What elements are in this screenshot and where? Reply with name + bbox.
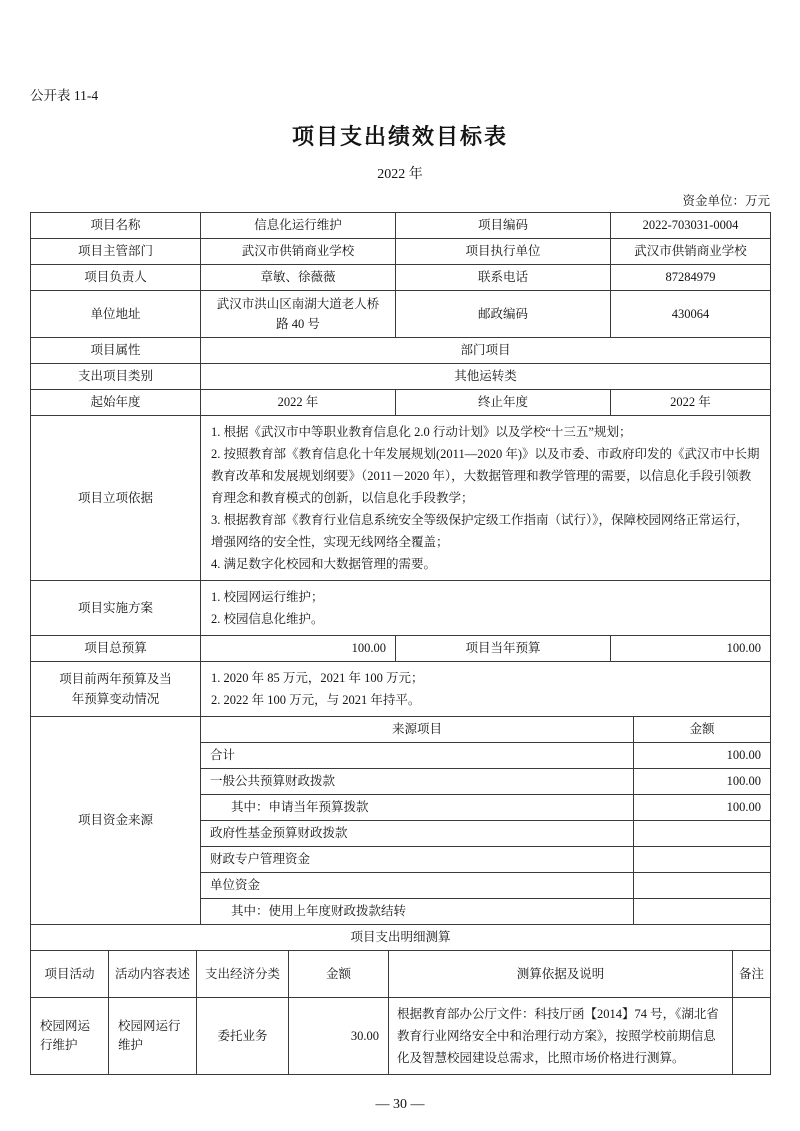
postcode-value: 430064 — [611, 291, 771, 338]
basis-item: 4. 满足数字化校园和大数据管理的需要。 — [211, 557, 437, 571]
address-value — [201, 291, 396, 338]
end-year-label: 终止年度 — [396, 390, 611, 416]
funding-amount — [634, 821, 771, 847]
detail-table — [30, 924, 771, 1075]
table-row — [31, 390, 771, 416]
detail-header-content: 活动内容表述 — [109, 951, 197, 998]
exec-unit-value: 武汉市供销商业学校 — [611, 239, 771, 265]
funding-table — [30, 716, 771, 925]
basis-label: 项目立项依据 — [31, 416, 201, 581]
funding-source: 单位资金 — [201, 873, 634, 899]
table-row — [31, 416, 771, 581]
detail-header-econ-class: 支出经济分类 — [197, 951, 289, 998]
plan-item: 2. 校园信息化维护。 — [211, 612, 324, 626]
project-info-table — [30, 212, 771, 717]
plan-label: 项目实施方案 — [31, 581, 201, 636]
start-year-label: 起始年度 — [31, 390, 201, 416]
table-row — [31, 998, 771, 1075]
funding-amount — [634, 899, 771, 925]
page-number: — 30 — — [375, 1097, 425, 1112]
total-budget-value: 100.00 — [201, 636, 396, 662]
detail-header-explanation: 测算依据及说明 — [389, 951, 733, 998]
table-row — [31, 581, 771, 636]
doc-year: 2022 年 — [377, 167, 423, 182]
basis-item: 3. 根据教育部《教育行业信息系统安全等级保护定级工作指南（试行）》，保障校园网络正常运行，增强网络的安全性，实现无线网络全覆盖； — [211, 513, 749, 549]
project-name-label: 项目名称 — [31, 213, 201, 239]
detail-activity: 校园网运行维护 — [31, 998, 109, 1075]
table-row — [31, 662, 771, 717]
project-name-value: 信息化运行维护 — [201, 213, 396, 239]
table-row — [31, 239, 771, 265]
funding-col-source: 来源项目 — [201, 717, 634, 743]
attribute-value: 部门项目 — [201, 338, 771, 364]
funding-amount: 100.00 — [634, 743, 771, 769]
basis-item: 1. 根据《武汉市中等职业教育信息化 2.0 行动计划》以及学校“十三五”规划； — [211, 425, 632, 439]
funding-source: 合计 — [201, 743, 634, 769]
attribute-label: 项目属性 — [31, 338, 201, 364]
exec-unit-label: 项目执行单位 — [396, 239, 611, 265]
detail-header-activity: 项目活动 — [31, 951, 109, 998]
detail-amount: 30.00 — [289, 998, 389, 1075]
funding-amount: 100.00 — [634, 769, 771, 795]
project-code-value: 2022-703031-0004 — [611, 213, 771, 239]
project-code-label: 项目编码 — [396, 213, 611, 239]
table-row — [31, 717, 771, 743]
leader-label: 项目负责人 — [31, 265, 201, 291]
dept-value: 武汉市供销商业学校 — [201, 239, 396, 265]
plan-content — [201, 581, 771, 636]
postcode-label: 邮政编码 — [396, 291, 611, 338]
current-budget-value: 100.00 — [611, 636, 771, 662]
category-label: 支出项目类别 — [31, 364, 201, 390]
unit-note: 资金单位：万元 — [682, 194, 770, 208]
funding-source: 政府性基金预算财政拨款 — [201, 821, 634, 847]
table-row — [31, 951, 771, 998]
funding-amount: 100.00 — [634, 795, 771, 821]
table-row — [31, 213, 771, 239]
funding-source: 一般公共预算财政拨款 — [201, 769, 634, 795]
phone-value: 87284979 — [611, 265, 771, 291]
start-year-value: 2022 年 — [201, 390, 396, 416]
detail-content: 校园网运行维护 — [109, 998, 197, 1075]
table-row — [31, 338, 771, 364]
table-row — [31, 925, 771, 951]
budget-history-label-text: 项目前两年预算及当年预算变动情况 — [59, 672, 172, 706]
end-year-value: 2022 年 — [611, 390, 771, 416]
funding-label: 项目资金来源 — [31, 717, 201, 925]
form-label: 公开表 11-4 — [30, 88, 99, 103]
current-budget-label: 项目当年预算 — [396, 636, 611, 662]
detail-explanation: 根据教育部办公厅文件：科技厅函【2014】74 号，《湖北省教育行业网络安全中和治理行动方案》，按照学校前期信息化及智慧校园建设总需求，比照市场价格进行测算。 — [389, 998, 733, 1075]
plan-item: 1. 校园网运行维护； — [211, 590, 324, 604]
table-row — [31, 636, 771, 662]
basis-content — [201, 416, 771, 581]
funding-col-amount: 金额 — [634, 717, 771, 743]
budget-history-label — [31, 662, 201, 717]
phone-label: 联系电话 — [396, 265, 611, 291]
detail-econ-class: 委托业务 — [197, 998, 289, 1075]
dept-label: 项目主管部门 — [31, 239, 201, 265]
budget-history-content — [201, 662, 771, 717]
category-value: 其他运转类 — [201, 364, 771, 390]
page-title: 项目支出绩效目标表 — [291, 124, 508, 149]
address-label: 单位地址 — [31, 291, 201, 338]
detail-note — [733, 998, 771, 1075]
budget-history-item: 1. 2020 年 85 万元，2021 年 100 万元； — [211, 671, 424, 685]
leader-value: 章敏、徐薇薇 — [201, 265, 396, 291]
detail-header-amount: 金额 — [289, 951, 389, 998]
table-row — [31, 265, 771, 291]
table-row — [31, 291, 771, 338]
budget-history-item: 2. 2022 年 100 万元，与 2021 年持平。 — [211, 693, 421, 707]
detail-header-note: 备注 — [733, 951, 771, 998]
detail-section-title: 项目支出明细测算 — [31, 925, 771, 951]
address-text: 武汉市洪山区南湖大道老人桥路 40 号 — [216, 297, 380, 331]
funding-amount — [634, 873, 771, 899]
total-budget-label: 项目总预算 — [31, 636, 201, 662]
funding-source: 其中：使用上年度财政拨款结转 — [201, 899, 634, 925]
funding-source: 其中：申请当年预算拨款 — [201, 795, 634, 821]
basis-item: 2. 按照教育部《教育信息化十年发展规划(2011—2020 年)》以及市委、市政府印发的《武汉市中长期教育改革和发展规划纲要》（2011－2020 年），大数据管理和教学管理的需要，以信息化手段引领教育理念和教育模式的创新，以信息化手段教学； — [211, 447, 760, 505]
table-row — [31, 364, 771, 390]
funding-amount — [634, 847, 771, 873]
funding-source: 财政专户管理资金 — [201, 847, 634, 873]
